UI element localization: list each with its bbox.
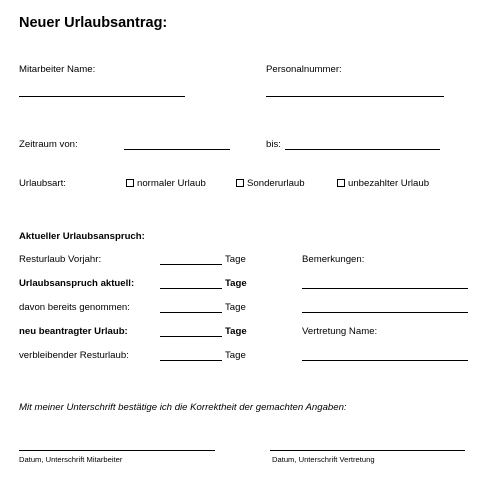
- leave-type-label: Urlaubsart:: [19, 178, 66, 189]
- special-leave-label: Sonderurlaub: [247, 178, 305, 189]
- period-from-label: Zeitraum von:: [19, 139, 78, 150]
- requested-unit: Tage: [225, 326, 247, 337]
- period-to-field[interactable]: [285, 149, 440, 150]
- remarks-field-line-2[interactable]: [302, 312, 468, 313]
- period-to-label: bis:: [266, 139, 281, 150]
- entitlement-heading: Aktueller Urlaubsanspruch:: [19, 231, 145, 242]
- personnel-number-label: Personalnummer:: [266, 64, 342, 75]
- current-entitlement-field[interactable]: [160, 288, 222, 289]
- taken-field[interactable]: [160, 312, 222, 313]
- special-leave-checkbox[interactable]: [236, 179, 244, 187]
- substitute-signature-caption: Datum, Unterschrift Vertretung: [272, 455, 375, 464]
- requested-field[interactable]: [160, 336, 222, 337]
- remaining-unit: Tage: [225, 350, 246, 361]
- employee-name-label: Mitarbeiter Name:: [19, 64, 96, 75]
- employee-signature-caption: Datum, Unterschrift Mitarbeiter: [19, 455, 123, 464]
- remarks-label: Bemerkungen:: [302, 254, 365, 265]
- confirmation-text: Mit meiner Unterschrift bestätige ich die Korrektheit der gemachten Angaben:: [19, 402, 347, 413]
- substitute-field[interactable]: [302, 360, 468, 361]
- current-entitlement-unit: Tage: [225, 278, 247, 289]
- carryover-field[interactable]: [160, 264, 222, 265]
- normal-leave-label: normaler Urlaub: [137, 178, 206, 189]
- remaining-label: verbleibender Resturlaub:: [19, 350, 129, 361]
- leave-type-special-option[interactable]: [236, 178, 305, 189]
- remarks-field-line-1[interactable]: [302, 288, 468, 289]
- substitute-label: Vertretung Name:: [302, 326, 378, 337]
- taken-unit: Tage: [225, 302, 246, 313]
- leave-type-normal-option[interactable]: [126, 178, 206, 189]
- current-entitlement-label: Urlaubsanspruch aktuell:: [19, 278, 135, 289]
- substitute-signature-field[interactable]: [270, 450, 465, 451]
- employee-name-field[interactable]: [19, 96, 185, 97]
- carryover-unit: Tage: [225, 254, 246, 265]
- period-from-field[interactable]: [124, 149, 230, 150]
- unpaid-leave-checkbox[interactable]: [337, 179, 345, 187]
- normal-leave-checkbox[interactable]: [126, 179, 134, 187]
- form-title: Neuer Urlaubsantrag:: [19, 15, 168, 31]
- leave-type-unpaid-option[interactable]: [337, 178, 429, 189]
- personnel-number-field[interactable]: [266, 96, 444, 97]
- requested-label: neu beantragter Urlaub:: [19, 326, 128, 337]
- employee-signature-field[interactable]: [19, 450, 215, 451]
- unpaid-leave-label: unbezahlter Urlaub: [348, 178, 430, 189]
- remaining-field[interactable]: [160, 360, 222, 361]
- taken-label: davon bereits genommen:: [19, 302, 130, 313]
- carryover-label: Resturlaub Vorjahr:: [19, 254, 102, 265]
